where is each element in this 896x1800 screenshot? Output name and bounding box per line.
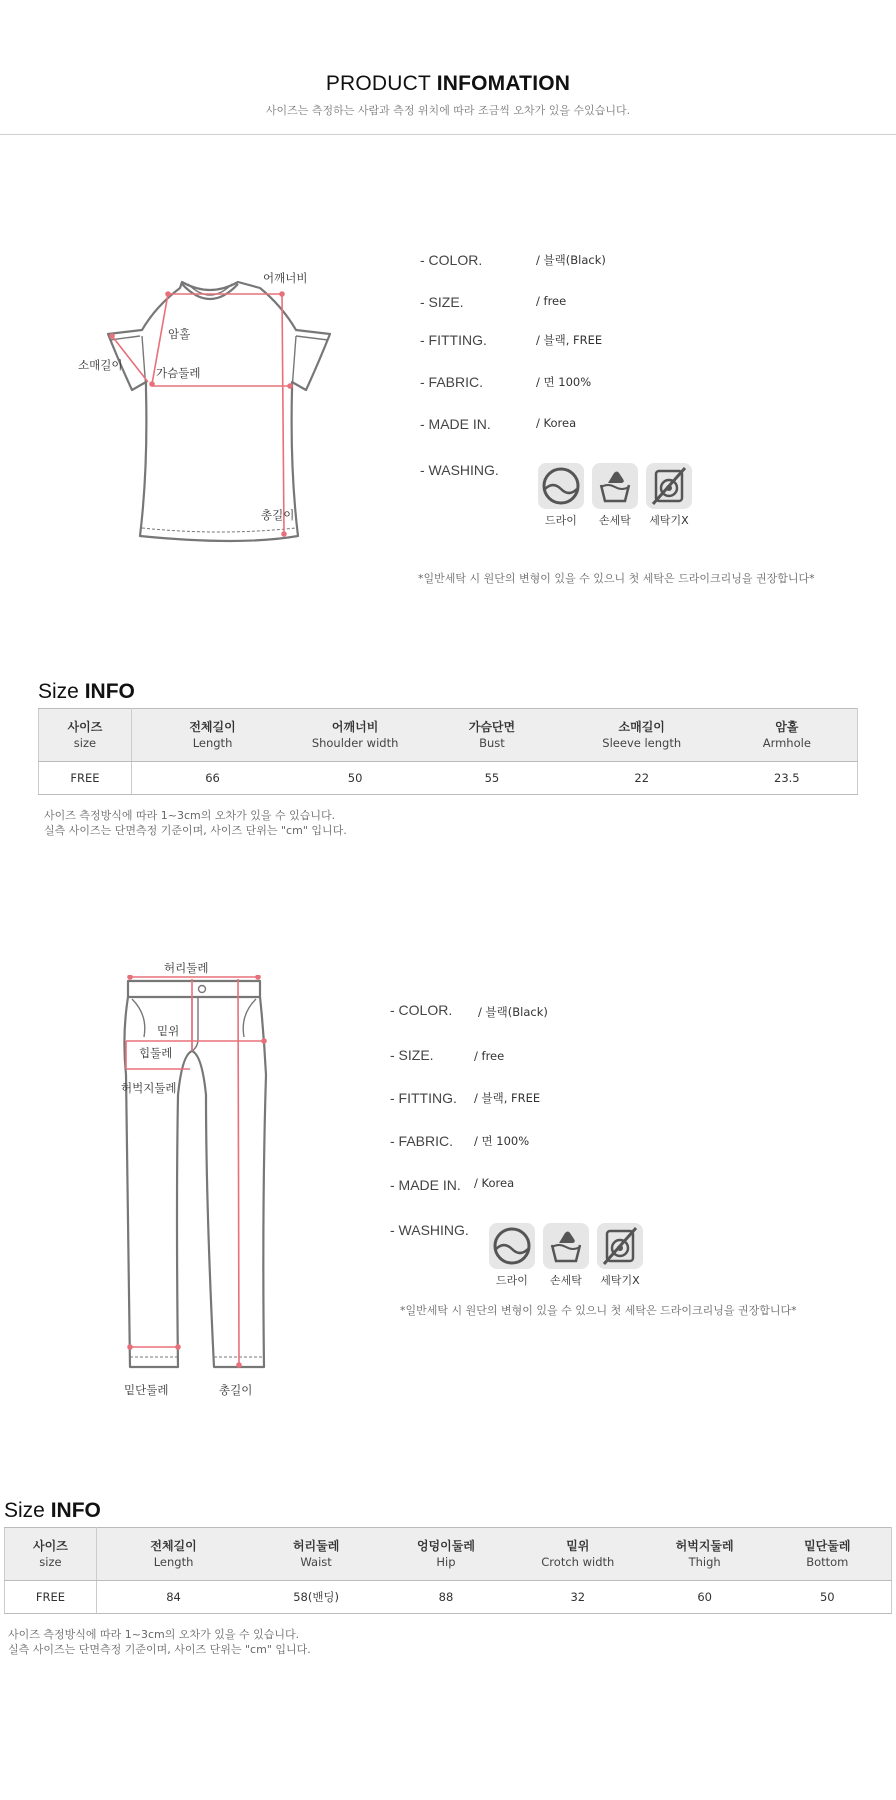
no-machine-wash-icon [597,1223,643,1269]
spec-size-value: / free [536,294,567,308]
spec-fabric-value: / 면 100% [474,1134,530,1148]
spec-color-value: / 블랙(Black) [478,1005,548,1019]
label-hem: 밑단둘레 [124,1383,169,1397]
wash-label-dry: 드라이 [545,514,577,527]
wash-note: *일반세탁 시 원단의 변형이 있을 수 있으니 첫 세탁은 드라이크리닝을 권장합니다* [400,1304,797,1317]
th-sleeve: 소매길이 Sleeve length [567,709,717,762]
header-divider [0,134,896,135]
td-size: FREE [39,762,132,795]
size-info-title: Size INFO [38,680,135,703]
label-pants-length: 총길이 [219,1383,253,1397]
td-length: 66 [131,762,293,795]
spec-washing-key: - WASHING. [420,462,499,478]
spec-size-value: / free [474,1049,505,1063]
label-total-length: 총길이 [261,508,295,522]
size-table-top [38,708,858,795]
label-armhole: 암홀 [168,327,191,341]
label-shoulder-width: 어깨너비 [263,271,308,285]
size-info-title: Size INFO [4,1499,101,1522]
th-waist: 허리둘레 Waist [250,1528,382,1581]
page-title: PRODUCT INFOMATION [325,72,571,95]
table-header-row [5,1528,892,1581]
th-bottom: 밑단둘레 Bottom [764,1528,892,1581]
label-rise: 밑위 [157,1024,180,1038]
th-thigh: 허벅지둘레 Thigh [646,1528,764,1581]
spec-made-in-key: - MADE IN. [390,1177,461,1193]
td-sleeve: 22 [567,762,717,795]
wash-label-no-machine: 세탁기X [649,514,689,527]
spec-made-in-value: / Korea [474,1176,515,1190]
th-shoulder: 어깨너비 Shoulder width [293,709,417,762]
spec-size-key: - SIZE. [390,1047,434,1063]
td-bottom: 50 [764,1581,892,1614]
spec-fitting-value: / 블랙, FREE [536,333,603,347]
dry-clean-icon [489,1223,535,1269]
td-shoulder: 50 [293,762,417,795]
wash-note: *일반세탁 시 원단의 변형이 있을 수 있으니 첫 세탁은 드라이크리닝을 권장합니다* [418,572,815,585]
label-hip: 힙둘레 [139,1046,173,1060]
th-bust: 가슴단면 Bust [417,709,567,762]
td-bust: 55 [417,762,567,795]
spec-color-key: - COLOR. [390,1002,453,1018]
dry-clean-icon [538,463,584,509]
table-row [39,762,858,795]
spec-fabric-key: - FABRIC. [390,1133,454,1149]
table-header-row [39,709,858,762]
th-size: 사이즈 size [39,709,132,762]
td-crotch: 32 [510,1581,646,1614]
spec-made-in-key: - MADE IN. [420,416,491,432]
tshirt-diagram [100,270,340,550]
spec-fabric-key: - FABRIC. [420,374,484,390]
label-waist: 허리둘레 [164,961,209,975]
td-size: FREE [5,1581,97,1614]
spec-size-key: - SIZE. [420,294,464,310]
spec-fitting-key: - FITTING. [390,1090,457,1106]
th-crotch: 밑위 Crotch width [510,1528,646,1581]
th-length: 전체길이 Length [131,709,293,762]
table-note-top: 사이즈 측정방식에 따라 1~3cm의 오차가 있을 수 있습니다. 실측 사이즈는 단면측정 기준이며, 사이즈 단위는 "cm" 입니다. [44,809,347,837]
label-thigh: 허벅지둘레 [121,1081,177,1095]
spec-made-in-value: / Korea [536,416,577,430]
wash-label-no-machine: 세탁기X [600,1274,640,1287]
th-armhole: 암홀 Armhole [717,709,858,762]
spec-color-key: - COLOR. [420,252,483,268]
label-sleeve-length: 소매길이 [78,358,123,372]
th-hip: 엉덩이둘레 Hip [382,1528,510,1581]
td-length: 84 [96,1581,250,1614]
td-armhole: 23.5 [717,762,858,795]
th-size: 사이즈 size [5,1528,97,1581]
wash-label-dry: 드라이 [496,1274,528,1287]
td-thigh: 60 [646,1581,764,1614]
label-chest: 가슴둘레 [156,366,201,380]
no-machine-wash-icon [646,463,692,509]
size-table-bottom [4,1527,892,1614]
spec-fabric-value: / 면 100% [536,375,592,389]
spec-washing-key: - WASHING. [390,1222,469,1238]
pants-diagram [118,975,278,1380]
td-hip: 88 [382,1581,510,1614]
page-subtitle: 사이즈는 측정하는 사람과 측정 위치에 따라 조금씩 오차가 있을 수있습니다. [265,104,631,117]
table-note-bottom: 사이즈 측정방식에 따라 1~3cm의 오차가 있을 수 있습니다. 실측 사이즈는 단면측정 기준이며, 사이즈 단위는 "cm" 입니다. [8,1628,311,1656]
wash-label-hand: 손세탁 [599,514,631,527]
hand-wash-icon [592,463,638,509]
th-length: 전체길이 Length [96,1528,250,1581]
table-row [5,1581,892,1614]
hand-wash-icon [543,1223,589,1269]
td-waist: 58(밴딩) [250,1581,382,1614]
spec-fitting-key: - FITTING. [420,332,487,348]
spec-color-value: / 블랙(Black) [536,253,606,267]
spec-fitting-value: / 블랙, FREE [474,1091,541,1105]
wash-label-hand: 손세탁 [550,1274,582,1287]
